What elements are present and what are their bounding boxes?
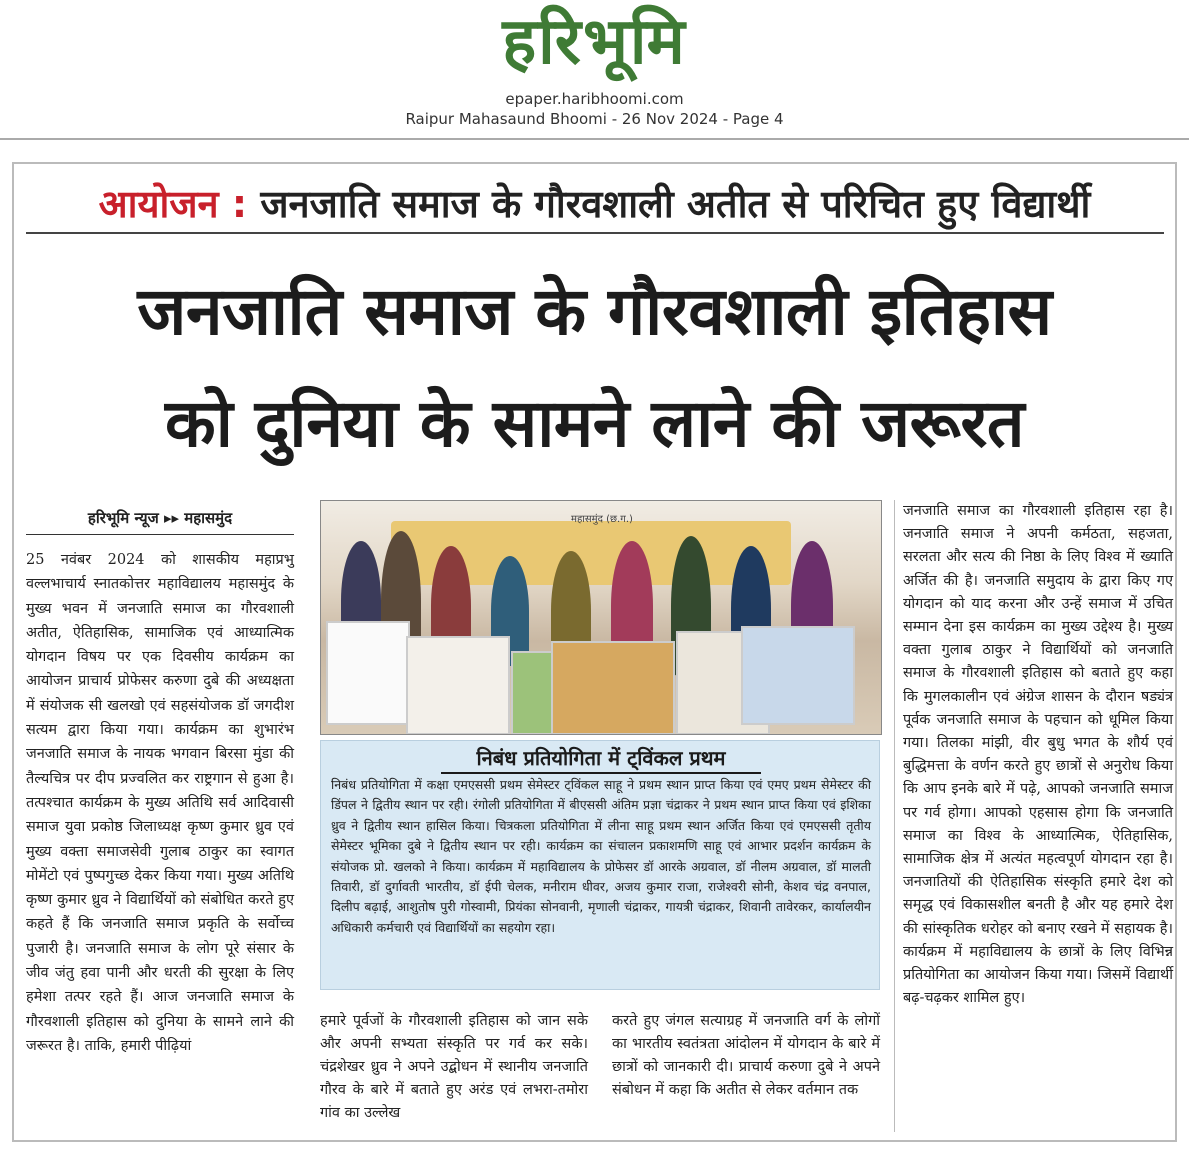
sidebar-title-rule [441,772,761,774]
kicker-text: जनजाति समाज के गौरवशाली अतीत से परिचित हुए विद्यार्थी [260,182,1091,226]
masthead-divider [0,138,1189,140]
kicker [0,178,1189,230]
sidebar-box [320,740,880,990]
column-divider [894,500,895,1132]
sidebar-box-title: निबंध प्रतियोगिता में ट्विंकल प्रथम [476,746,726,770]
masthead [0,0,1189,140]
painting-display [326,621,410,725]
sidebar-box-text: निबंध प्रतियोगिता में कक्षा एमएससी प्रथम सेमेस्टर ट्विंकल साहू ने प्रथम स्थान प्राप्त किया एवं एमए प्रथम सेमेस्टर की डिंपल ने द्वितीय स्थान पर रही। रंगोली प्रतियोगिता में बीएससी अंतिम प्रज्ञा चंद्राकर ने प्रथम स्थान प्राप्त किया एवं इशिका ध्रुव ने द्वितीय स्थान हासिल किया। चित्रकला प्रतियोगिता में लीना साहू प्रथम स्थान अर्जित किया एवं एमएससी तृतीय सेमेस्टर भूमिका दुबे ने द्वितीय स्थान पर रही। कार्यक्रम का संचालन प्रकाशमणि साहू एवं आभार प्रदर्शन कार्यक्रम के संयोजक प्रो. खलको ने किया। कार्यक्रम में महाविद्यालय के प्रोफेसर डॉ आरके अग्रवाल, डॉ नीलम अग्रवाल, डॉ मालती तिवारी, डॉ दुर्गावती भारतीय, डॉ ईपी चेलक, मनीराम धीवर, अजय कुमार राजा, राजेश्वरी सोनी, केशव चंद्र वनपाल, दिलीप बढ़ाई, आशुतोष पुरी गोस्वामी, प्रियंका सोनवानी, मृणाली चंद्राकर, गायत्री चंद्राकर, शिवानी तावेरकर, कार्यालयीन अधिकारी कर्मचारी एवं विद्यार्थियों का सहयोग रहा। [331,777,871,935]
article-column-2: हमारे पूर्वजों के गौरवशाली इतिहास को जान सके और अपनी सभ्यता संस्कृति पर गर्व कर सके। चंद्रशेखर ध्रुव ने अपने उद्बोधन में स्थानीय जनजाति गौरव के बारे में बताते हुए अरंड एवं लभरा-तमोरा गांव का उल्लेख [320,1013,588,1121]
kicker-rule [26,232,1164,234]
photo-place-text: महासमुंद (छ.ग.) [571,514,633,525]
headline-line-1: जनजाति समाज के गौरवशाली इतिहास [137,273,1052,350]
headline-line-2: को दुनिया के सामने लाने की जरूरत [165,385,1024,462]
edition-info: Raipur Mahasaund Bhoomi - 26 Nov 2024 - Page 4 [405,110,784,128]
article-column-1: 25 नवंबर 2024 को शासकीय महाप्रभु वल्लभाचार्य स्नातकोत्तर महाविद्यालय महासमुंद के मुख्य भवन में जनजाति समाज का गौरवशाली अतीत, ऐतिहासिक, सामाजिक एवं आध्यात्मिक योगदान विषय पर एक दिवसीय कार्यक्रम का आयोजन प्राचार्य प्रोफेसर करुणा दुबे की अध्यक्षता में संयोजक सी खलखो एवं सहसंयोजक डॉ जगदीश सत्यम द्वारा किया गया। कार्यक्रम का शुभारंभ जनजाति समाज के नायक भगवान बिरसा मुंडा की तैल्यचित्र पर दीप प्रज्वलित कर राष्ट्रगान से हुआ है। तत्पश्चात कार्यक्रम के मुख्य अतिथि सर्व आदिवासी समाज युवा प्रकोष्ठ जिलाध्यक्ष कृष्ण कुमार ध्रुव एवं मुख्य वक्ता समाजसेवी गुलाब ठाकुर का स्वागत मोमेंटो एवं पुष्पगुच्छ देकर किया गया। मुख्य अतिथि कृष्ण कुमार ध्रुव ने विद्यार्थियों को संबोधित करते हुए कहते हैं कि जनजाति समाज प्रकृति के सर्वोच्च पुजारी है। जनजाति समाज के लोग पूरे संसार के जीव जंतु हवा पानी और धरती की सुरक्षा के लिए हमेशा तत्पर रहते हैं। आज जनजाति समाज के गौरवशाली इतिहास को दुनिया के सामने लाने की जरूरत है। ताकि, हमारी पीढ़ियां [26,552,294,1054]
event-photo [320,500,882,735]
byline: हरिभूमि न्यूज ▸▸ महासमुंद [87,509,233,527]
article-column-4: जनजाति समाज का गौरवशाली इतिहास रहा है। जनजाति समाज ने अपनी कर्मठता, सहजता, सरलता और सत्य की निष्ठा के लिए विश्व में ख्याति अर्जित की है। जनजाति समुदाय के द्वारा किए गए योगदान को याद करना और उन्हें समाज में उचित सम्मान देना इस कार्यक्रम का मुख्य उद्देश्य है। मुख्य वक्ता गुलाब ठाकुर ने विद्यार्थियों को जनजाति समाज के गौरवशाली इतिहास को बताते हुए कहा कि मुगलकालीन एवं अंग्रेज शासन के दौरान षड्यंत्र पूर्वक जनजाति समाज के पहचान को धूमिल किया गया। तिलका मांझी, वीर बुधु भगत के शौर्य एवं बुद्धिमत्ता के वर्णन करते हुए छात्रों से अनुरोध किया कि आप इनके बारे में पढ़े, आपको जनजाति समाज पर गर्व होगा। आपको एहसास होगा कि जनजाति समाज का विश्व के आध्यात्मिक, ऐतिहासिक, सामाजिक क्षेत्र में अत्यंत महत्वपूर्ण योगदान रहा है। जनजातियों की ऐतिहासिक संस्कृति हमारे देश को समृद्ध एवं विकासशील बनती है और यह हमारे देश की सांस्कृतिक धरोहर को बनाए रखने में सहायक है। कार्यक्रम में महाविद्यालय के छात्रों के लिए विभिन्न प्रतियोगिता का आयोजन किया गया। जिसमें विद्यार्थी बढ़-चढ़कर शामिल हुए। [903,503,1173,1007]
byline-rule [26,534,294,535]
painting-display [741,626,855,725]
haribhoomi-logo[interactable]: हरिभूमि [502,5,687,79]
site-url[interactable]: epaper.haribhoomi.com [505,90,684,108]
article-column-3: करते हुए जंगल सत्याग्रह में जनजाति वर्ग के लोगों का भारतीय स्वतंत्रता आंदोलन में योगदान के बारे में छात्रों को जानकारी दी। प्राचार्य करुणा दुबे ने अपने संबोधन में कहा कि अतीत से लेकर वर्तमान तक [612,1013,880,1098]
kicker-label: आयोजन : [98,182,248,226]
painting-display [406,636,510,735]
painting-display [551,641,675,735]
